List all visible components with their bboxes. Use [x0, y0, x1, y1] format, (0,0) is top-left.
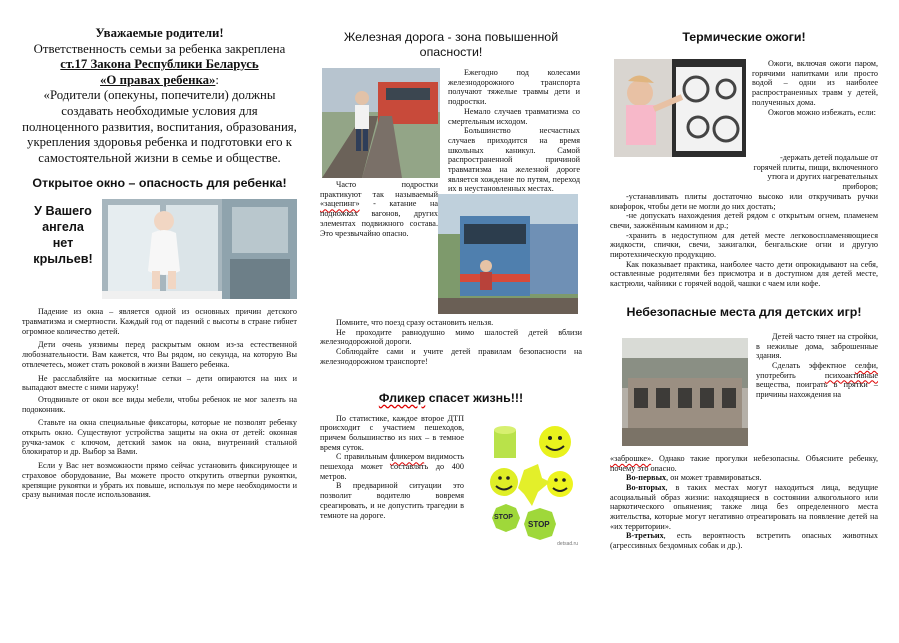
column-parents: [22, 0, 297, 643]
unsafe-intro: Детей часто тянет на стройки, в нежилые дома, заброшенные здания. Сделать эффектное селфи, употребить психоактивные вещества, поиграть в прятки – причины нахождения на: [756, 331, 878, 400]
burns-list-first: -держать детей подальше от горячей плиты, пищи, включенного утюга и других нагревательных приборов;: [753, 153, 878, 192]
child-window-photo: [102, 199, 297, 299]
burns-list: -устанавливать плиты достаточно высоко или откручивать ручки конфорок, чтобы дети не могли до них достать; -не допускать нахождения детей рядом с открытым огнем, пламенем свечи, зажжённым камином и др.; -хранить в недоступном для детей месте легковоспламеняющиеся жидкости, спички, свечи, зажигалки, бенгальские огни и другую пиротехническую продукцию. Как показывает практика, наиболее часто дети опрокидывают на себя, оставленные родителями без присмотра и в доступном для детей месте, кастрюли, чайники с горячей водой, чашки с чаем или кофе.: [610, 191, 878, 289]
greeting: Уважаемые родители!: [95, 26, 224, 40]
burns-block: [610, 45, 878, 165]
railway-heading: Железная дорога - зона повышенной опасности!: [343, 30, 559, 59]
window-paragraphs: Падение из окна – является одной из основных причин детского травматизма и смертности. Каждый год от падений с высоты в стране гибнет огромное количество детей. Дети очень уязвимы перед раскрытым окном из-за естественной любознательности. Вам кажется, что Вы рядом, но секунда, на которую Вы отвлечетесь, может стать роковой в жизни Вашего ребенка. Не расслабляйте на москитные сетки – дети опираются на них и выпадают вместе с ними наружу! Отодвиньте от окон все виды мебели, чтобы ребенок не мог залезть на подоконник. Ставьте на окна специальные фиксаторы, которые не позволят ребенку открыть окно. Существуют устройства защиты на окна от детей: оконная ручка-замок с ключом, детский замок на окна, внутренний стальной блокиратор и др. Выбор за Вами. Если у Вас нет возможности прямо сейчас установить фиксирующее и страховое оборудование, Вы можете просто открутить отвертки рукоятки, крепящие рукоятки и убрать их повыше, используя по мере необходимости и сразу вынимая после использования.: [22, 307, 297, 500]
flicker-photo: [480, 420, 580, 548]
railway-zacep: Часто подростки практикуют так называемый «зацепинг» - катание на подножках вагонов, других элементах подвижного состава. Это чрезвычайно опасно.: [320, 180, 438, 238]
flicker-text: По статистике, каждое второе ДТП происходит с участием пешеходов, причем большинство из них – в темное время суток. С правильным фликером видимость пешехода может составлять до 400 метров. В предвариной ситуации это позволит водителю вовремя среагировать, и не допустить трагедии в темноте на дороге.: [320, 413, 465, 520]
image-watermark: detsad.ru: [557, 540, 578, 547]
train-photo: [438, 194, 578, 314]
law-name: «О правах ребенка»: [100, 72, 216, 87]
window-block: [22, 199, 297, 307]
column-burns: [610, 0, 878, 643]
railway-intro: Ежегодно под колесами железнодорожного транспорта получают тяжелые травмы дети и подростки. Немало случаев травматизма со смертельным исходом. Большинство несчастных случаев приходится на время школьных каникул. Самой распространенной причиной травматизма на железной дороге является хождение по путям, переход их в неустановленных местах.: [448, 68, 580, 194]
column-railway: [320, 0, 582, 643]
abandoned-building-photo: [622, 338, 748, 446]
railway-block: [320, 68, 582, 318]
railway-child-photo: [322, 68, 440, 178]
window-heading: Открытое окно – опасность для ребенка!: [32, 176, 287, 191]
railway-closing: Помните, что поезд сразу остановить нельзя. Не проходите равнодушно мимо шалостей детей вблизи железнодорожной дороги. Соблюдайте сами и учите детей правилам безопасности на железнодорожном транспорте!: [320, 318, 582, 366]
stove-child-photo: [614, 59, 746, 157]
unsafe-places-heading: Небезопасные места для детских игр!: [626, 304, 862, 319]
flicker-block: [320, 414, 582, 564]
stop-sign-1: STOP: [494, 513, 513, 521]
stop-sign-2: STOP: [528, 519, 550, 529]
flicker-heading: Фликер спасет жизнь!!!: [378, 390, 524, 405]
responsibility-text: Ответственность семьи за ребенка закреплена: [33, 41, 286, 56]
burns-intro: Ожоги, включая ожоги паром, горячими напитками или просто водой – одни из наиболее распространенных травм у детей, полученных дома. Ожогов можно избежать, если:: [752, 59, 878, 117]
burns-heading: Термические ожоги!: [682, 30, 806, 44]
unsafe-block: [610, 332, 878, 454]
law-name-line: «О правах ребенка»:: [100, 72, 219, 87]
law-reference: ст.17 Закона Республики Беларусь: [60, 57, 259, 72]
unsafe-details: «заброшке». Однако такие прогулки небезопасны. Объясните ребенку, почему это опасно. Во-первых, он может травмироваться. Во-вторых, в таких местах могут находиться лица, ведущие асоциальный образ жизни: находящиеся в состоянии алкогольного или наркотического опьянения; также лица без определенного места жительства, которые могут негативно отреагировать на появление детей на «их территории». В-третьих, есть вероятность встретить опасных животных (агрессивных бездомных собак и др.).: [610, 453, 878, 551]
angel-text: У Вашего ангела нет крыльев!: [33, 204, 93, 267]
law-quote: «Родители (опекуны, попечители) должны создавать необходимые условия для полноценного развития, воспитания, образования, укрепления здоровья ребенка и подготовки его к самостоятельной жизни в семье и обществе.: [22, 88, 297, 165]
